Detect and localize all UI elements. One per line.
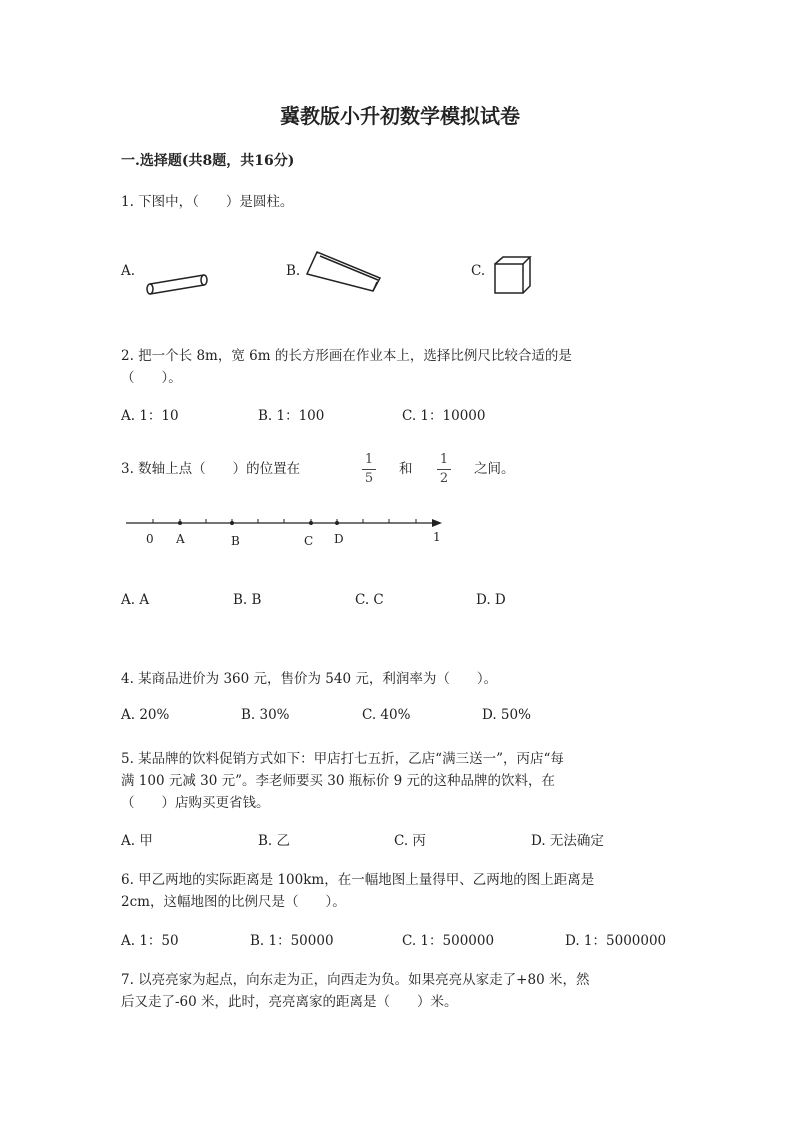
option-c: C. 40% (362, 707, 411, 723)
option-b: B. (286, 263, 301, 279)
question-5-line1: 5. 某品牌的饮料促销方式如下：甲店打七五折，乙店“满三送一”，丙店“每 (121, 751, 564, 767)
section-heading: 一.选择题(共8题，共16分) (121, 153, 295, 169)
option-a: A. 1：10 (121, 408, 179, 424)
option-a: A. 甲 (121, 833, 153, 849)
question-7-line1: 7. 以亮亮家为起点，向东走为正，向西走为负。如果亮亮从家走了+80 米，然 (121, 972, 590, 988)
question-4: 4. 某商品进价为 360 元，售价为 540 元，利润率为（ ）。 (121, 671, 498, 687)
option-d: D. D (476, 592, 506, 608)
option-d: D. 50% (482, 707, 531, 723)
option-b: B. 1：50000 (250, 933, 334, 949)
option-c: C. 1：10000 (402, 408, 486, 424)
option-b: B. B (233, 592, 262, 608)
axis-label-1: 1 (433, 530, 441, 544)
option-a: A. A (121, 592, 150, 608)
prism-figure (305, 248, 385, 296)
and-text: 和 (399, 461, 413, 477)
option-c: C. C (355, 592, 384, 608)
numerator: 1 (439, 452, 449, 467)
denominator: 5 (364, 471, 374, 486)
axis-label-a: A (176, 532, 185, 546)
option-c: C. 丙 (394, 833, 426, 849)
axis-label-d: D (334, 532, 344, 546)
fraction-one-fifth (362, 452, 376, 487)
axis-label-c: C (304, 534, 314, 548)
fraction-one-half (437, 452, 451, 487)
page-title: 冀教版小升初数学模拟试卷 (280, 104, 520, 128)
option-a: A. 1：50 (121, 933, 179, 949)
question-2-line1: 2. 把一个长 8m，宽 6m 的长方形画在作业本上，选择比例尺比较合适的是 (121, 348, 572, 364)
question-5-line2: 满 100 元减 30 元”。李老师要买 30 瓶标价 9 元的这种品牌的饮料，在 (121, 773, 555, 789)
denominator: 2 (439, 471, 449, 486)
question-6-line1: 6. 甲乙两地的实际距离是 100km，在一幅地图上量得甲、乙两地的图上距离是 (121, 872, 595, 888)
option-d: D. 无法确定 (531, 833, 604, 849)
option-c: C. (471, 263, 486, 279)
axis-label-0: 0 (146, 532, 154, 546)
option-b: B. 30% (241, 707, 290, 723)
option-c: C. 1：500000 (402, 933, 495, 949)
cylinder-figure (140, 268, 210, 298)
option-b: B. 乙 (258, 833, 291, 849)
question-2-line2: （ ）。 (121, 370, 182, 386)
question-5-line3: （ ）店购买更省钱。 (121, 795, 270, 811)
option-a: A. 20% (121, 707, 170, 723)
question-3-end: 之间。 (474, 461, 515, 477)
numerator: 1 (364, 452, 374, 467)
option-d: D. 1：5000000 (565, 933, 667, 949)
question-3: 3. 数轴上点（ ）的位置在 (121, 461, 301, 477)
question-1: 1. 下图中，（ ）是圆柱。 (121, 194, 294, 210)
option-b: B. 1：100 (258, 408, 325, 424)
question-7-line2: 后又走了-60 米，此时，亮亮离家的距离是（ ）米。 (121, 994, 458, 1010)
cube-figure (492, 254, 534, 296)
question-6-line2: 2cm，这幅地图的比例尺是（ ）。 (121, 894, 346, 910)
axis-label-b: B (231, 534, 240, 548)
number-line (120, 510, 450, 540)
option-a: A. (121, 263, 136, 279)
